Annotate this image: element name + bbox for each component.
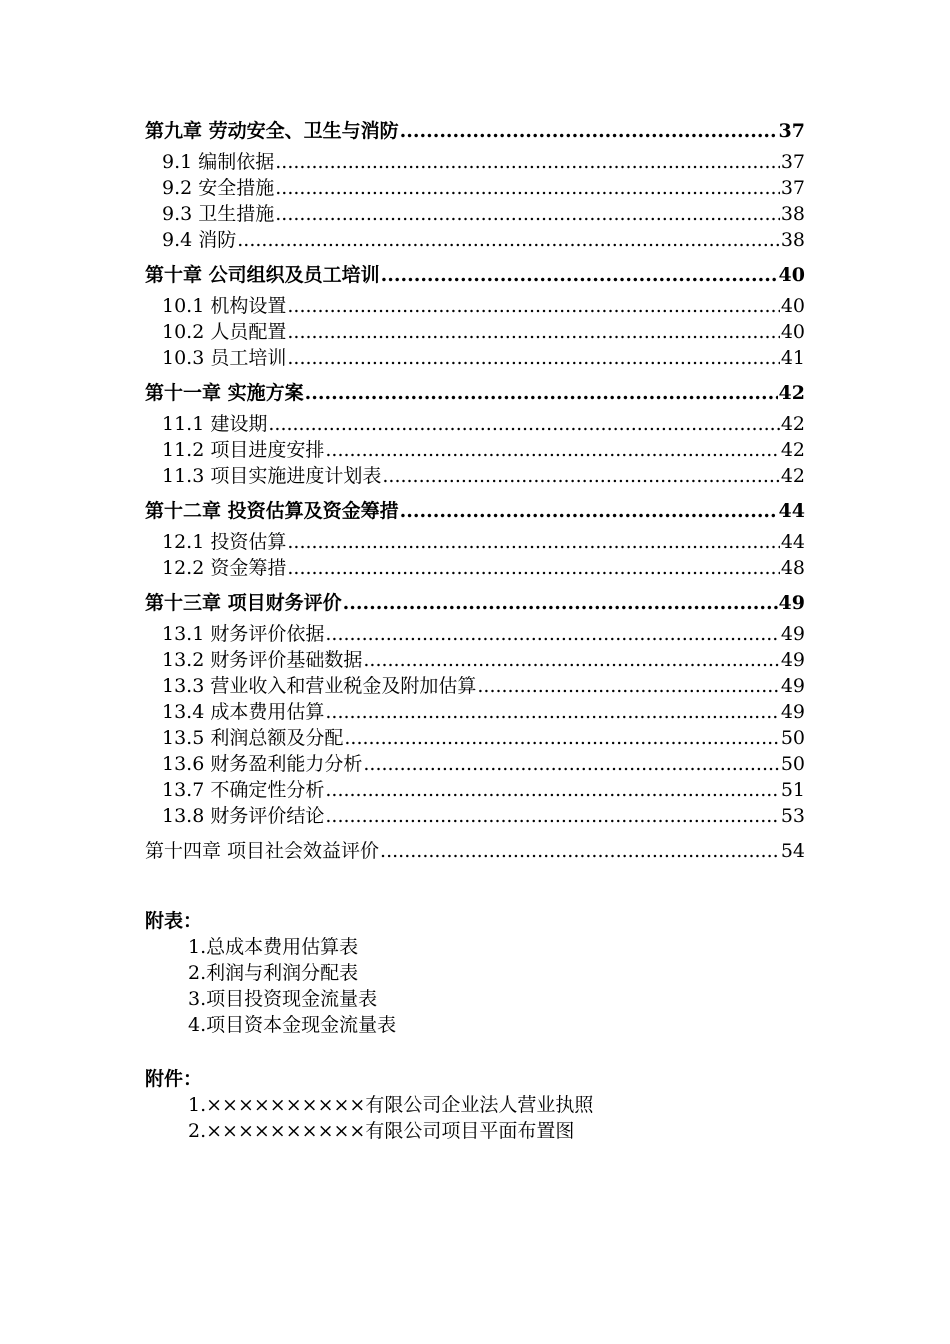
toc-section[interactable] [145, 647, 805, 673]
toc-section-title: 10.2 人员配置 [162, 321, 287, 343]
toc-section-title: 9.1 编制依据 [162, 151, 275, 173]
toc-section[interactable] [145, 319, 805, 345]
toc-leader [343, 590, 778, 616]
toc-section[interactable] [145, 725, 805, 751]
toc-page-number: 42 [780, 413, 805, 435]
toc-leader [325, 777, 779, 803]
toc-section-title: 10.3 员工培训 [162, 347, 287, 369]
toc-page-number: 51 [780, 779, 805, 801]
attachments-section [145, 1066, 805, 1144]
toc-chapter-title: 第九章 劳动安全、卫生与消防 [145, 120, 399, 142]
toc-chapter-title: 第十章 公司组织及员工培训 [145, 264, 380, 286]
toc-leader [325, 621, 779, 647]
toc-section[interactable] [145, 777, 805, 803]
toc-section[interactable] [145, 227, 805, 253]
toc-page-number: 38 [780, 229, 805, 251]
toc-section[interactable] [145, 673, 805, 699]
toc-leader [287, 319, 779, 345]
toc-page-number: 42 [780, 439, 805, 461]
toc-leader [363, 647, 779, 673]
toc-chapter-12[interactable] [145, 498, 805, 524]
toc-page-number: 53 [780, 805, 805, 827]
toc-leader [287, 345, 779, 371]
toc-page-number: 42 [778, 382, 805, 404]
toc-leader [268, 411, 779, 437]
attached-table-item: 1.总成本费用估算表 [188, 936, 359, 958]
toc-section[interactable] [145, 751, 805, 777]
toc-page-number: 40 [778, 264, 805, 286]
toc-section-title: 13.3 营业收入和营业税金及附加估算 [162, 675, 477, 697]
toc-section[interactable] [145, 529, 805, 555]
toc-page-number: 37 [780, 151, 805, 173]
toc-section-title: 13.4 成本费用估算 [162, 701, 325, 723]
toc-chapter-10[interactable] [145, 262, 805, 288]
toc-section[interactable] [145, 175, 805, 201]
toc-section-title: 12.1 投资估算 [162, 531, 287, 553]
toc-section[interactable] [145, 437, 805, 463]
toc-section[interactable] [145, 621, 805, 647]
toc-page-number: 49 [780, 649, 805, 671]
toc-leader [287, 293, 779, 319]
toc-leader [325, 699, 779, 725]
toc-leader [325, 803, 779, 829]
toc-page-number: 37 [780, 177, 805, 199]
attached-table-item: 2.利润与利润分配表 [188, 962, 359, 984]
toc-chapter-title: 第十三章 项目财务评价 [145, 592, 342, 614]
toc-page-number: 54 [780, 840, 805, 862]
toc-page-number: 49 [778, 592, 805, 614]
toc-section[interactable] [145, 411, 805, 437]
toc-page-number: 42 [780, 465, 805, 487]
toc-page-number: 49 [780, 675, 805, 697]
toc-section-title: 13.6 财务盈利能力分析 [162, 753, 363, 775]
toc-leader [477, 673, 779, 699]
toc-leader [287, 555, 779, 581]
toc-leader [275, 175, 780, 201]
toc-section-title: 12.2 资金筹措 [162, 557, 287, 579]
toc-section-title: 13.7 不确定性分析 [162, 779, 325, 801]
toc-leader [381, 262, 778, 288]
toc-section-title: 10.1 机构设置 [162, 295, 287, 317]
toc-section-title: 11.2 项目进度安排 [162, 439, 325, 461]
toc-leader [382, 463, 779, 489]
toc-chapter-11[interactable] [145, 380, 805, 406]
toc-chapter-9[interactable] [145, 118, 805, 144]
toc-chapter-14[interactable] [145, 838, 805, 864]
toc-section-title: 9.3 卫生措施 [162, 203, 275, 225]
attached-table-item: 3.项目投资现金流量表 [188, 988, 378, 1010]
toc-leader [287, 529, 779, 555]
toc-page-number: 40 [780, 321, 805, 343]
toc-section-title: 9.2 安全措施 [162, 177, 275, 199]
toc-leader [344, 725, 779, 751]
toc-section[interactable] [145, 555, 805, 581]
toc-page-number: 49 [780, 623, 805, 645]
toc-section-title: 13.1 财务评价依据 [162, 623, 325, 645]
toc-leader [400, 118, 778, 144]
toc-section-title: 13.5 利润总额及分配 [162, 727, 344, 749]
toc-leader [275, 201, 780, 227]
toc-page-number: 48 [780, 557, 805, 579]
toc-page-number: 44 [778, 500, 805, 522]
toc-page-number: 40 [780, 295, 805, 317]
toc-chapter-13[interactable] [145, 590, 805, 616]
toc-leader [380, 838, 780, 864]
toc-leader [363, 751, 779, 777]
toc-section-title: 11.1 建设期 [162, 413, 268, 435]
toc-page-number: 37 [778, 120, 805, 142]
toc-chapter-title: 第十四章 项目社会效益评价 [145, 840, 380, 862]
attached-tables-heading: 附表： [145, 910, 203, 932]
toc-leader [275, 149, 780, 175]
toc-chapter-title: 第十二章 投资估算及资金筹措 [145, 500, 399, 522]
toc-section-title: 13.2 财务评价基础数据 [162, 649, 363, 671]
toc-leader [325, 437, 779, 463]
toc-section[interactable] [145, 149, 805, 175]
toc-page-number: 50 [780, 753, 805, 775]
toc-section-title: 13.8 财务评价结论 [162, 805, 325, 827]
toc-page-number: 41 [780, 347, 805, 369]
attached-tables-section [145, 908, 805, 1038]
toc-section-title: 9.4 消防 [162, 229, 237, 251]
toc-page-number: 38 [780, 203, 805, 225]
toc-page-number: 50 [780, 727, 805, 749]
table-of-contents [145, 118, 805, 869]
toc-section[interactable] [145, 463, 805, 489]
toc-section-title: 11.3 项目实施进度计划表 [162, 465, 382, 487]
toc-leader [237, 227, 780, 253]
toc-section[interactable] [145, 803, 805, 829]
toc-page-number: 44 [780, 531, 805, 553]
toc-section[interactable] [145, 345, 805, 371]
toc-section[interactable] [145, 201, 805, 227]
toc-leader [305, 380, 778, 406]
attached-table-item: 4.项目资本金现金流量表 [188, 1014, 397, 1036]
toc-section[interactable] [145, 293, 805, 319]
toc-chapter-title: 第十一章 实施方案 [145, 382, 304, 404]
toc-leader [400, 498, 778, 524]
attachments-heading: 附件： [145, 1068, 203, 1090]
toc-page-number: 49 [780, 701, 805, 723]
toc-section[interactable] [145, 699, 805, 725]
attachment-item: 2.××××××××××有限公司项目平面布置图 [188, 1120, 575, 1142]
attachment-item: 1.××××××××××有限公司企业法人营业执照 [188, 1094, 594, 1116]
